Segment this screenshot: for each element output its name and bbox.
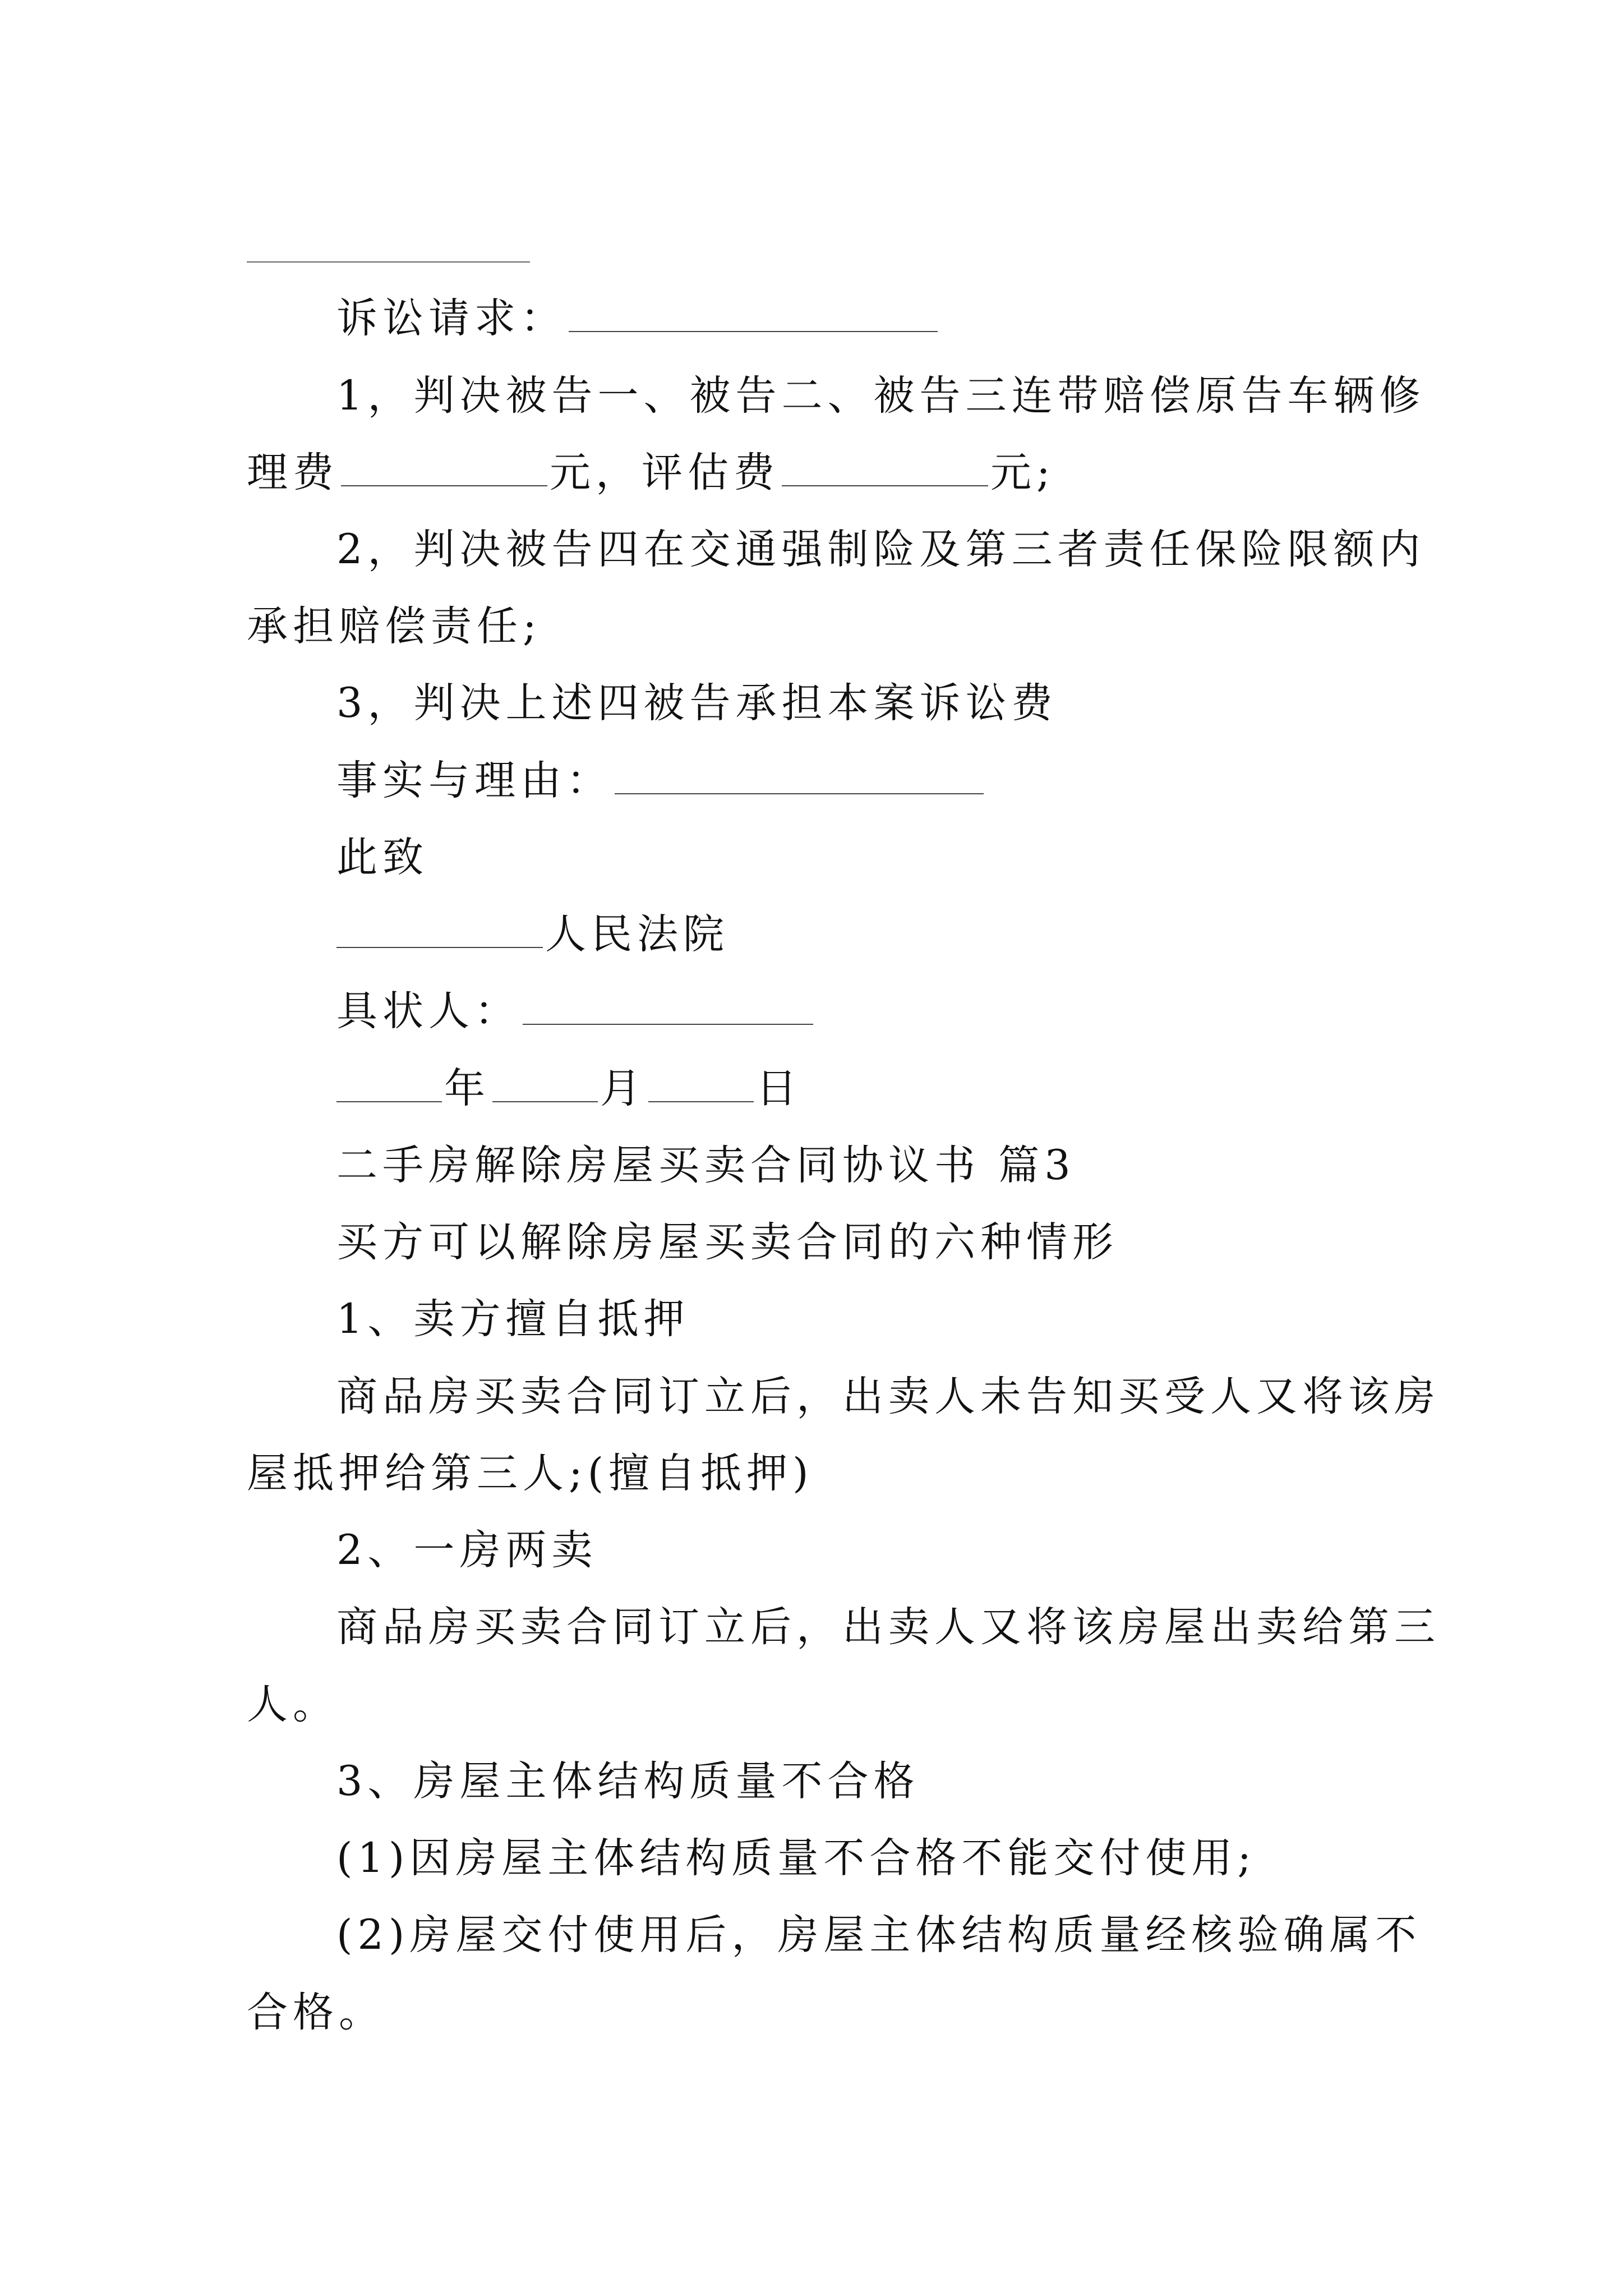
claims-blank bbox=[569, 292, 938, 332]
section-title: 二手房解除房屋买卖合同协议书 篇3 bbox=[336, 1142, 1076, 1189]
plaintiff-line bbox=[336, 983, 1391, 1039]
claims-heading bbox=[336, 291, 1391, 347]
case-1-text-line-2: 屋抵押给第三人;(擅自抵押) bbox=[247, 1450, 814, 1497]
case-3-item-1: (1)因房屋主体结构质量不合格不能交付使用; bbox=[336, 1834, 1256, 1882]
claim-3: 3，判决上述四被告承担本案诉讼费 bbox=[336, 679, 1058, 727]
date-line bbox=[336, 1061, 1391, 1117]
section-subtitle: 买方可以解除房屋买卖合同的六种情形 bbox=[336, 1218, 1118, 1266]
facts-label: 事实与理由： bbox=[336, 757, 612, 804]
case-1-text-line-1: 商品房买卖合同订立后，出卖人未告知买受人又将该房 bbox=[336, 1373, 1440, 1420]
month-label: 月 bbox=[600, 1065, 646, 1112]
claim-1-line-2 bbox=[247, 445, 1391, 501]
plaintiff-blank bbox=[523, 984, 813, 1025]
claim-2-line-1: 2，判决被告四在交通强制险及第三者责任保险限额内 bbox=[336, 526, 1426, 573]
facts-blank bbox=[615, 754, 984, 794]
court-name-blank bbox=[336, 908, 543, 948]
month-blank bbox=[492, 1062, 598, 1102]
appraisal-fee-label: 元，评估费 bbox=[550, 449, 780, 496]
top-blank-line bbox=[247, 261, 530, 263]
claim-1-line-1: 1，判决被告一、被告二、被告三连带赔偿原告车辆修 bbox=[336, 372, 1426, 420]
case-3-item-2-line-2: 合格。 bbox=[247, 1989, 385, 2036]
case-3-item-2-line-1: (2)房屋交付使用后，房屋主体结构质量经核验确属不 bbox=[336, 1911, 1422, 1959]
case-2-heading: 2、一房两卖 bbox=[336, 1526, 598, 1574]
case-3-heading: 3、房屋主体结构质量不合格 bbox=[336, 1757, 920, 1805]
repair-fee-blank bbox=[341, 446, 547, 486]
plaintiff-label: 具状人： bbox=[336, 987, 520, 1035]
day-label: 日 bbox=[756, 1065, 802, 1112]
court-line bbox=[336, 907, 1391, 963]
appraisal-fee-unit: 元; bbox=[990, 449, 1055, 496]
claim-2-line-2: 承担赔偿责任; bbox=[247, 602, 542, 650]
court-label: 人民法院 bbox=[545, 910, 729, 958]
case-2-text-line-2: 人。 bbox=[247, 1681, 339, 1728]
case-1-heading: 1、卖方擅自抵押 bbox=[336, 1295, 690, 1343]
case-2-text-line-1: 商品房买卖合同订立后，出卖人又将该房屋出卖给第三 bbox=[336, 1603, 1440, 1651]
facts-heading bbox=[336, 753, 1391, 809]
appraisal-fee-blank bbox=[782, 446, 988, 486]
day-blank bbox=[648, 1062, 754, 1102]
repair-fee-label: 理费 bbox=[247, 449, 339, 496]
year-blank bbox=[336, 1062, 442, 1102]
year-label: 年 bbox=[444, 1065, 490, 1112]
claims-label: 诉讼请求： bbox=[336, 295, 566, 342]
salutation: 此致 bbox=[336, 834, 428, 881]
